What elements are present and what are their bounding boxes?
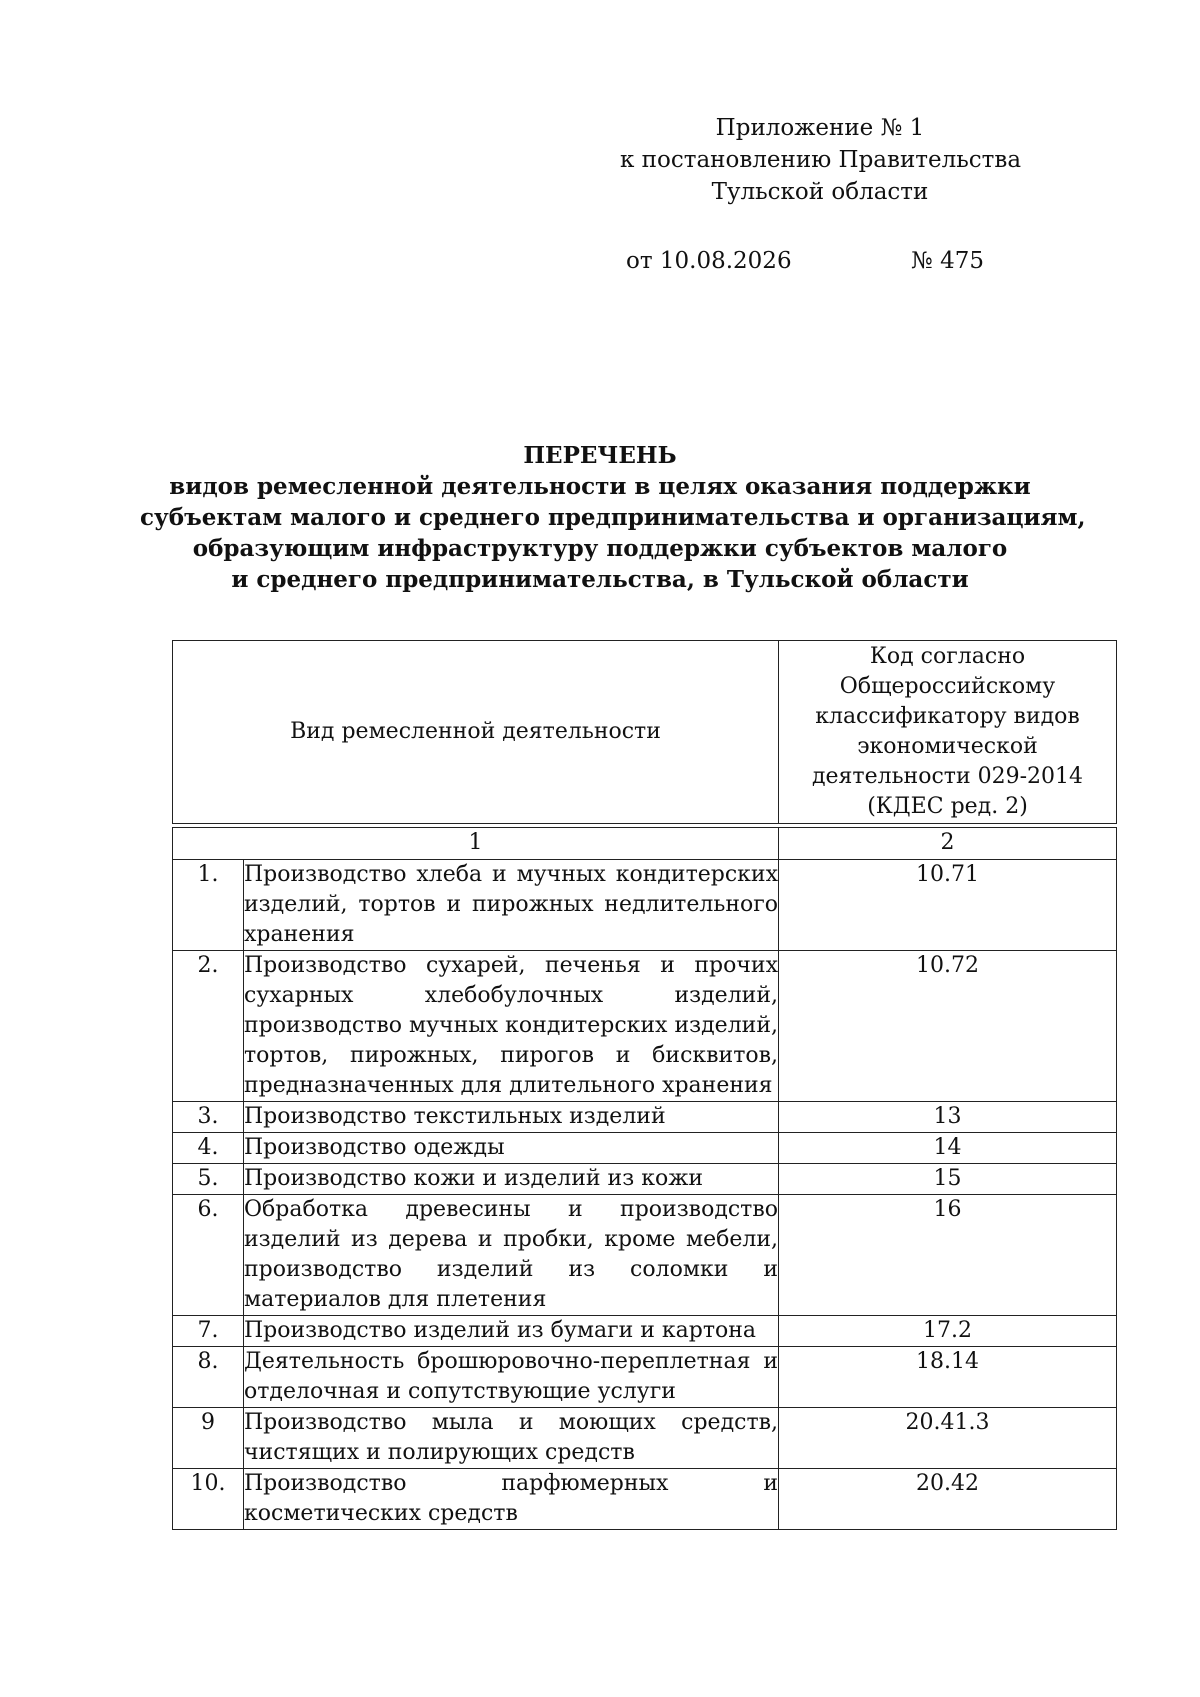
row-activity: Производство сухарей, печенья и прочих сухарных хлебобулочных изделий, производство мучных кондитерских изделий, тортов, пирожных, пирогов и бисквитов, предназначенных для длительного хранения	[244, 951, 779, 1102]
row-number: 10.	[173, 1469, 244, 1530]
table-row	[173, 1102, 1117, 1133]
column-number-1: 1	[173, 828, 779, 860]
table-row	[173, 1164, 1117, 1195]
row-activity: Производство изделий из бумаги и картона	[244, 1316, 779, 1347]
row-number: 3.	[173, 1102, 244, 1133]
column-number-row	[173, 828, 1117, 860]
row-activity: Производство кожи и изделий из кожи	[244, 1164, 779, 1195]
row-number: 6.	[173, 1195, 244, 1316]
table-row	[173, 860, 1117, 951]
row-code: 16	[779, 1195, 1117, 1316]
title-heading: ПЕРЕЧЕНЬ	[523, 442, 677, 469]
appendix-region: Тульской области	[711, 179, 929, 205]
table-row	[173, 1469, 1117, 1530]
row-code: 10.71	[779, 860, 1117, 951]
row-code: 17.2	[779, 1316, 1117, 1347]
activity-table	[172, 640, 1117, 1530]
table-row	[173, 951, 1117, 1102]
header-activity: Вид ремесленной деятельности	[173, 641, 779, 824]
title-line-3: образующим инфраструктуру поддержки субъектов малого	[192, 535, 1008, 562]
row-activity: Производство хлеба и мучных кондитерских изделий, тортов и пирожных недлительного хранения	[244, 860, 779, 951]
row-number: 5.	[173, 1164, 244, 1195]
row-code: 20.41.3	[779, 1408, 1117, 1469]
header-code: Код согласно Общероссийскому классификатору видов экономической деятельности 029-2014 (КДЕС ред. 2)	[779, 641, 1117, 824]
row-number: 2.	[173, 951, 244, 1102]
row-activity: Деятельность брошюровочно-переплетная и отделочная и сопутствующие услуги	[244, 1347, 779, 1408]
row-code: 20.42	[779, 1469, 1117, 1530]
row-activity: Производство парфюмерных и косметических средств	[244, 1469, 779, 1530]
row-number: 4.	[173, 1133, 244, 1164]
table-row	[173, 1408, 1117, 1469]
row-code: 14	[779, 1133, 1117, 1164]
document-title	[140, 440, 1086, 595]
row-activity: Производство одежды	[244, 1133, 779, 1164]
table-row	[173, 1316, 1117, 1347]
row-code: 15	[779, 1164, 1117, 1195]
row-number: 7.	[173, 1316, 244, 1347]
row-activity: Обработка древесины и производство изделий из дерева и пробки, кроме мебели, производство изделий из соломки и материалов для плетения	[244, 1195, 779, 1316]
row-code: 13	[779, 1102, 1117, 1133]
table-row	[173, 1133, 1117, 1164]
appendix-resolution: к постановлению Правительства	[620, 147, 1022, 173]
row-activity: Производство текстильных изделий	[244, 1102, 779, 1133]
row-code: 10.72	[779, 951, 1117, 1102]
order-date: от 10.08.2026	[626, 248, 792, 274]
order-number: № 475	[911, 248, 984, 274]
title-line-4: и среднего предпринимательства, в Тульской области	[231, 566, 969, 593]
table-row	[173, 1195, 1117, 1316]
appendix-block	[620, 112, 1020, 208]
row-number: 1.	[173, 860, 244, 951]
appendix-title: Приложение № 1	[715, 115, 925, 141]
row-activity: Производство мыла и моющих средств, чистящих и полирующих средств	[244, 1408, 779, 1469]
table-row	[173, 1347, 1117, 1408]
title-line-2: субъектам малого и среднего предпринимательства и организациям,	[140, 504, 1086, 531]
row-number: 8.	[173, 1347, 244, 1408]
column-number-2: 2	[779, 828, 1117, 860]
title-line-1: видов ремесленной деятельности в целях оказания поддержки	[169, 473, 1031, 500]
table-header-row	[173, 641, 1117, 824]
row-number: 9	[173, 1408, 244, 1469]
row-code: 18.14	[779, 1347, 1117, 1408]
